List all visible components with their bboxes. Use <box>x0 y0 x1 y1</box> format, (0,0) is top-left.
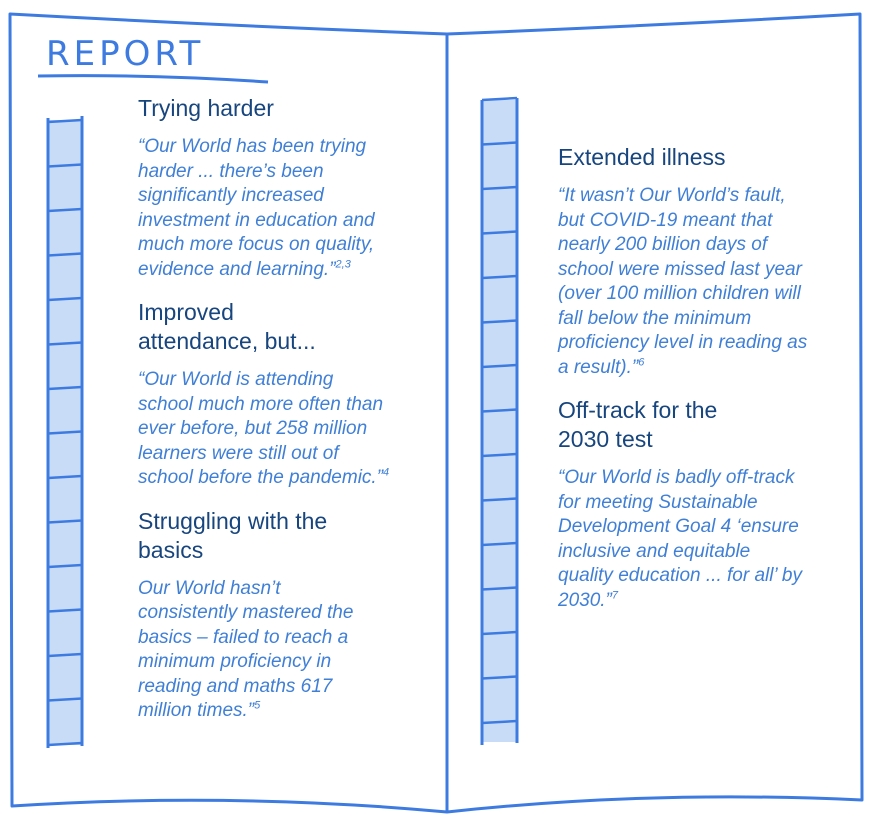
section-heading: Extended illness <box>558 144 726 170</box>
footnote-ref: 7 <box>611 589 618 602</box>
section-quote: Our World hasn’t consistently mastered the basics – failed to reach a minimum proficiency in reading and maths 617 million times.”$^5$ <box>138 577 354 721</box>
title-underline <box>38 76 268 82</box>
section-extended-illness <box>558 143 813 380</box>
footnote-ref: 4 <box>383 466 390 479</box>
section-heading: Off-track for the 2030 test <box>558 397 718 452</box>
right-page-column <box>558 143 813 629</box>
section-quote: “Our World is badly off-track for meeting Sustainable Development Goal 4 ‘ensure inclusive and equitable quality education ... for all’ by 2030.”$^7$ <box>558 467 802 611</box>
footnote-ref: 5 <box>254 699 261 712</box>
footnote-ref: 2,3 <box>335 258 351 271</box>
section-quote: “Our World has been trying harder ... there’s been significantly increased investment in education and much more focus on quality, evidence and learning.”$^{2,3}$ <box>138 136 375 280</box>
left-page-column <box>138 94 393 740</box>
section-trying-harder <box>138 94 393 282</box>
section-quote: “It wasn’t Our World’s fault, but COVID-19 meant that nearly 200 billion days of school were missed last year (over 100 million children will fall below the minimum proficiency level in reading as a result).”$^6$ <box>558 185 808 378</box>
section-struggling-basics <box>138 507 393 724</box>
left-ruler <box>48 116 82 748</box>
section-heading: Trying harder <box>138 95 274 121</box>
section-improved-attendance <box>138 298 393 491</box>
section-off-track <box>558 396 813 613</box>
section-quote: “Our World is attending school much more often than ever before, but 258 million learners were still out of school before the pandemic.”$^4$ <box>138 369 390 488</box>
report-title: REPORT <box>46 34 205 74</box>
section-heading: Improved attendance, but... <box>138 299 316 354</box>
ruler-tick <box>482 98 517 100</box>
right-ruler <box>482 98 517 745</box>
section-heading: Struggling with the basics <box>138 507 328 563</box>
footnote-ref: 6 <box>638 356 645 369</box>
